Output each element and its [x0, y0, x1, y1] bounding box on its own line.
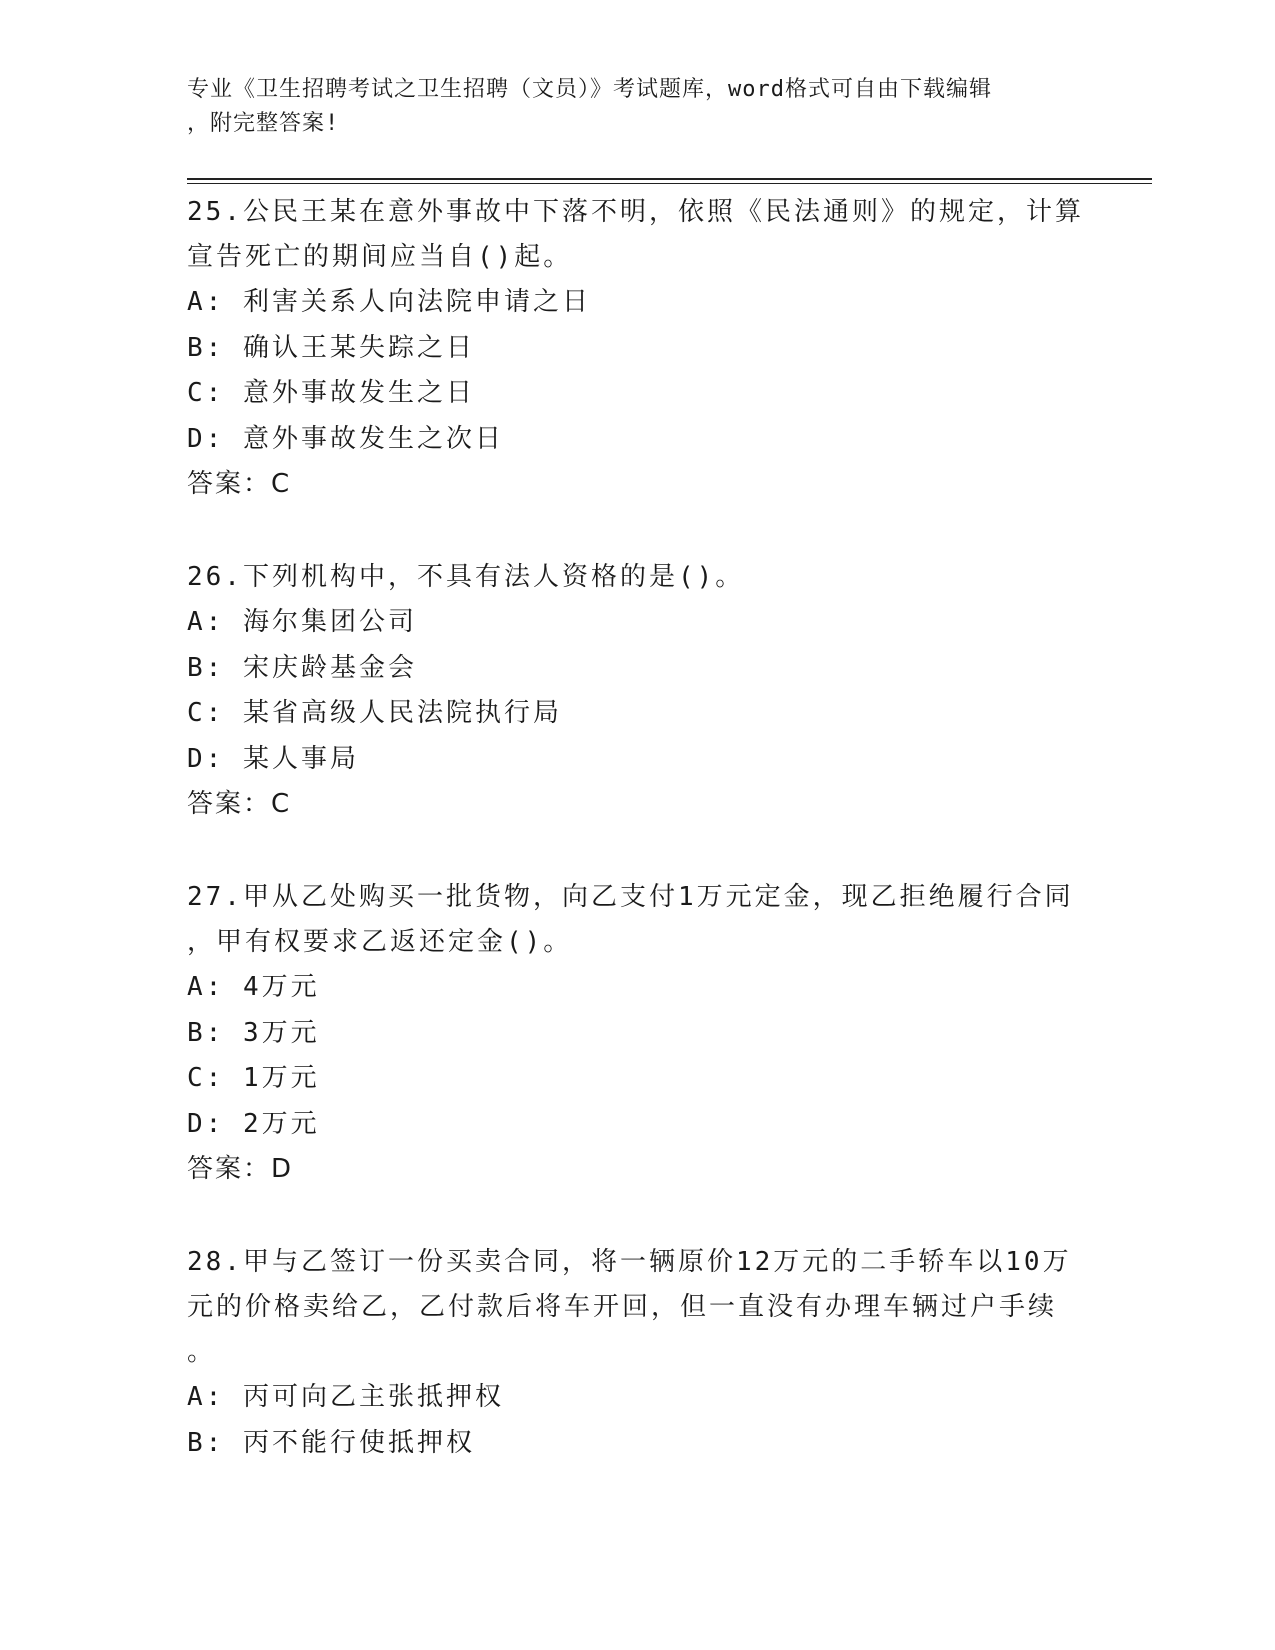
- option-a: A: 海尔集团公司: [187, 607, 417, 637]
- option-d: D: 意外事故发生之次日: [187, 423, 504, 454]
- option-a: A: 利害关系人向法院申请之日: [187, 287, 591, 317]
- question-spacer: [187, 827, 1087, 875]
- question-stem-line: 元的价格卖给乙，乙付款后将车开回，但一直没有办理车辆过户手续: [187, 1292, 1058, 1322]
- question-stem-line: 。: [187, 1337, 217, 1367]
- header-divider-thin: [187, 183, 1152, 184]
- question-stem-line: 26.下列机构中，不具有法人资格的是()。: [187, 562, 745, 592]
- option-d: D: 2万元: [187, 1108, 320, 1139]
- option-c: C: 某省高级人民法院执行局: [187, 698, 562, 728]
- option-b: B: 宋庆龄基金会: [187, 652, 417, 683]
- question-list: [187, 190, 1087, 1466]
- question-spacer: [187, 1192, 1087, 1240]
- document-header: [187, 73, 1067, 141]
- question-stem-line: ，甲有权要求乙返还定金()。: [187, 927, 573, 957]
- option-d: D: 某人事局: [187, 743, 359, 774]
- header-line-1: 专业《卫生招聘考试之卫生招聘（文员）》考试题库，word格式可自由下载编辑: [187, 77, 992, 102]
- question-stem-line: 25.公民王某在意外事故中下落不明，依照《民法通则》的规定，计算: [187, 197, 1084, 227]
- question-stem-line: 28.甲与乙签订一份买卖合同，将一辆原价12万元的二手轿车以10万: [187, 1247, 1072, 1277]
- question-26: [187, 555, 1087, 827]
- option-b: B: 确认王某失踪之日: [187, 332, 475, 363]
- question-28: [187, 1240, 1087, 1466]
- header-line-2: ，附完整答案!: [187, 111, 340, 136]
- option-c: C: 1万元: [187, 1063, 320, 1093]
- answer: 答案：C: [187, 469, 292, 499]
- option-b: B: 3万元: [187, 1017, 320, 1048]
- question-27: [187, 875, 1087, 1192]
- question-spacer: [187, 507, 1087, 555]
- question-25: [187, 190, 1087, 507]
- option-b: B: 丙不能行使抵押权: [187, 1427, 475, 1458]
- header-divider-thick: [187, 178, 1152, 180]
- option-a: A: 丙可向乙主张抵押权: [187, 1382, 504, 1412]
- answer: 答案：D: [187, 1154, 294, 1184]
- question-stem-line: 宣告死亡的期间应当自()起。: [187, 242, 573, 272]
- option-c: C: 意外事故发生之日: [187, 378, 475, 408]
- answer: 答案：C: [187, 789, 292, 819]
- question-stem-line: 27.甲从乙处购买一批货物，向乙支付1万元定金，现乙拒绝履行合同: [187, 882, 1074, 912]
- option-a: A: 4万元: [187, 972, 320, 1002]
